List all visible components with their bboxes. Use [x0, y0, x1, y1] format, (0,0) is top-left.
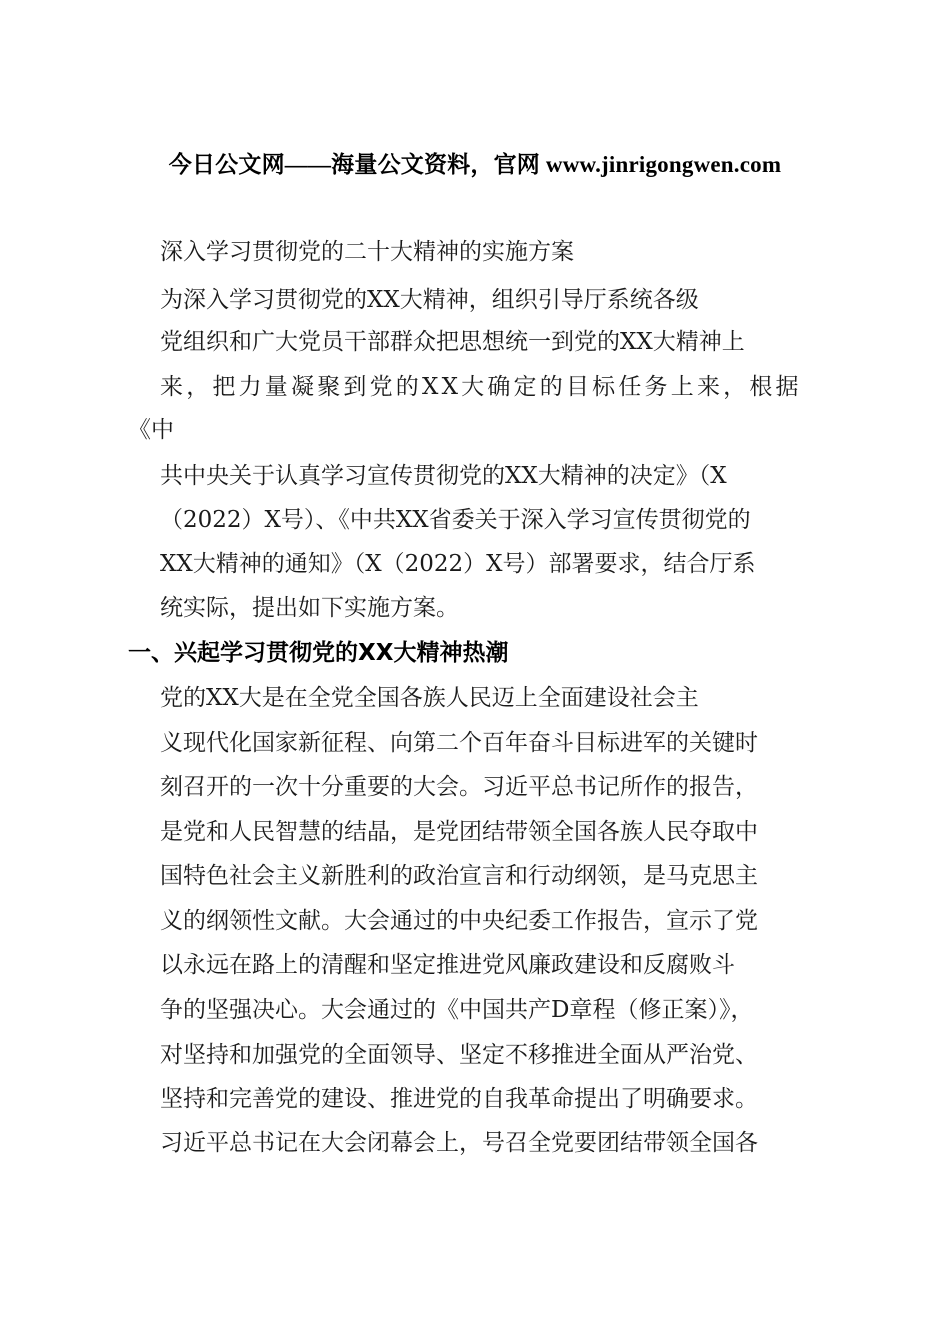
- document-title: 深入学习贯彻党的二十大精神的实施方案: [160, 239, 574, 265]
- intro-line-3: 来，把力量凝聚到党的XX大确定的目标任务上来，根据: [160, 374, 802, 400]
- intro-line-8: 统实际，提出如下实施方案。: [160, 595, 459, 621]
- intro-line-1: 为深入学习贯彻党的XX大精神，组织引导厅系统各级: [160, 287, 699, 313]
- section-line-3: 刻召开的一次十分重要的大会。习近平总书记所作的报告，: [160, 774, 758, 800]
- section-line-7: 以永远在路上的清醒和坚定推进党风廉政建设和反腐败斗: [160, 952, 735, 978]
- intro-line-7: XX大精神的通知》（X（2022）X号）部署要求，结合厅系: [160, 551, 756, 577]
- section-line-5: 国特色社会主义新胜利的政治宣言和行动纲领，是马克思主: [160, 863, 758, 889]
- section-line-2: 义现代化国家新征程、向第二个百年奋斗目标进军的关键时: [160, 730, 758, 756]
- site-header-banner: 今日公文网——海量公文资料，官网 www.jinrigongwen.com: [168, 152, 782, 177]
- intro-line-6: （2022）X号）、《中共XX省委关于深入学习宣传贯彻党的: [160, 507, 751, 533]
- section-line-6: 义的纲领性文献。大会通过的中央纪委工作报告，宣示了党: [160, 908, 758, 934]
- section-heading: 一、兴起学习贯彻党的XX大精神热潮: [128, 640, 509, 666]
- section-line-9: 对坚持和加强党的全面领导、坚定不移推进全面从严治党、: [160, 1042, 758, 1068]
- section-line-4: 是党和人民智慧的结晶，是党团结带领全国各族人民夺取中: [160, 819, 758, 845]
- section-line-11: 习近平总书记在大会闭幕会上，号召全党要团结带领全国各: [160, 1130, 758, 1156]
- intro-line-5: 共中央关于认真学习宣传贯彻党的XX大精神的决定》（X: [160, 463, 727, 489]
- intro-line-4: 《中: [128, 417, 174, 443]
- section-line-1: 党的XX大是在全党全国各族人民迈上全面建设社会主: [160, 685, 699, 711]
- intro-line-2: 党组织和广大党员干部群众把思想统一到党的XX大精神上: [160, 329, 745, 355]
- section-line-10: 坚持和完善党的建设、推进党的自我革命提出了明确要求。: [160, 1086, 758, 1112]
- section-line-8: 争的坚强决心。大会通过的《中国共产D章程（修正案）》，: [160, 997, 754, 1023]
